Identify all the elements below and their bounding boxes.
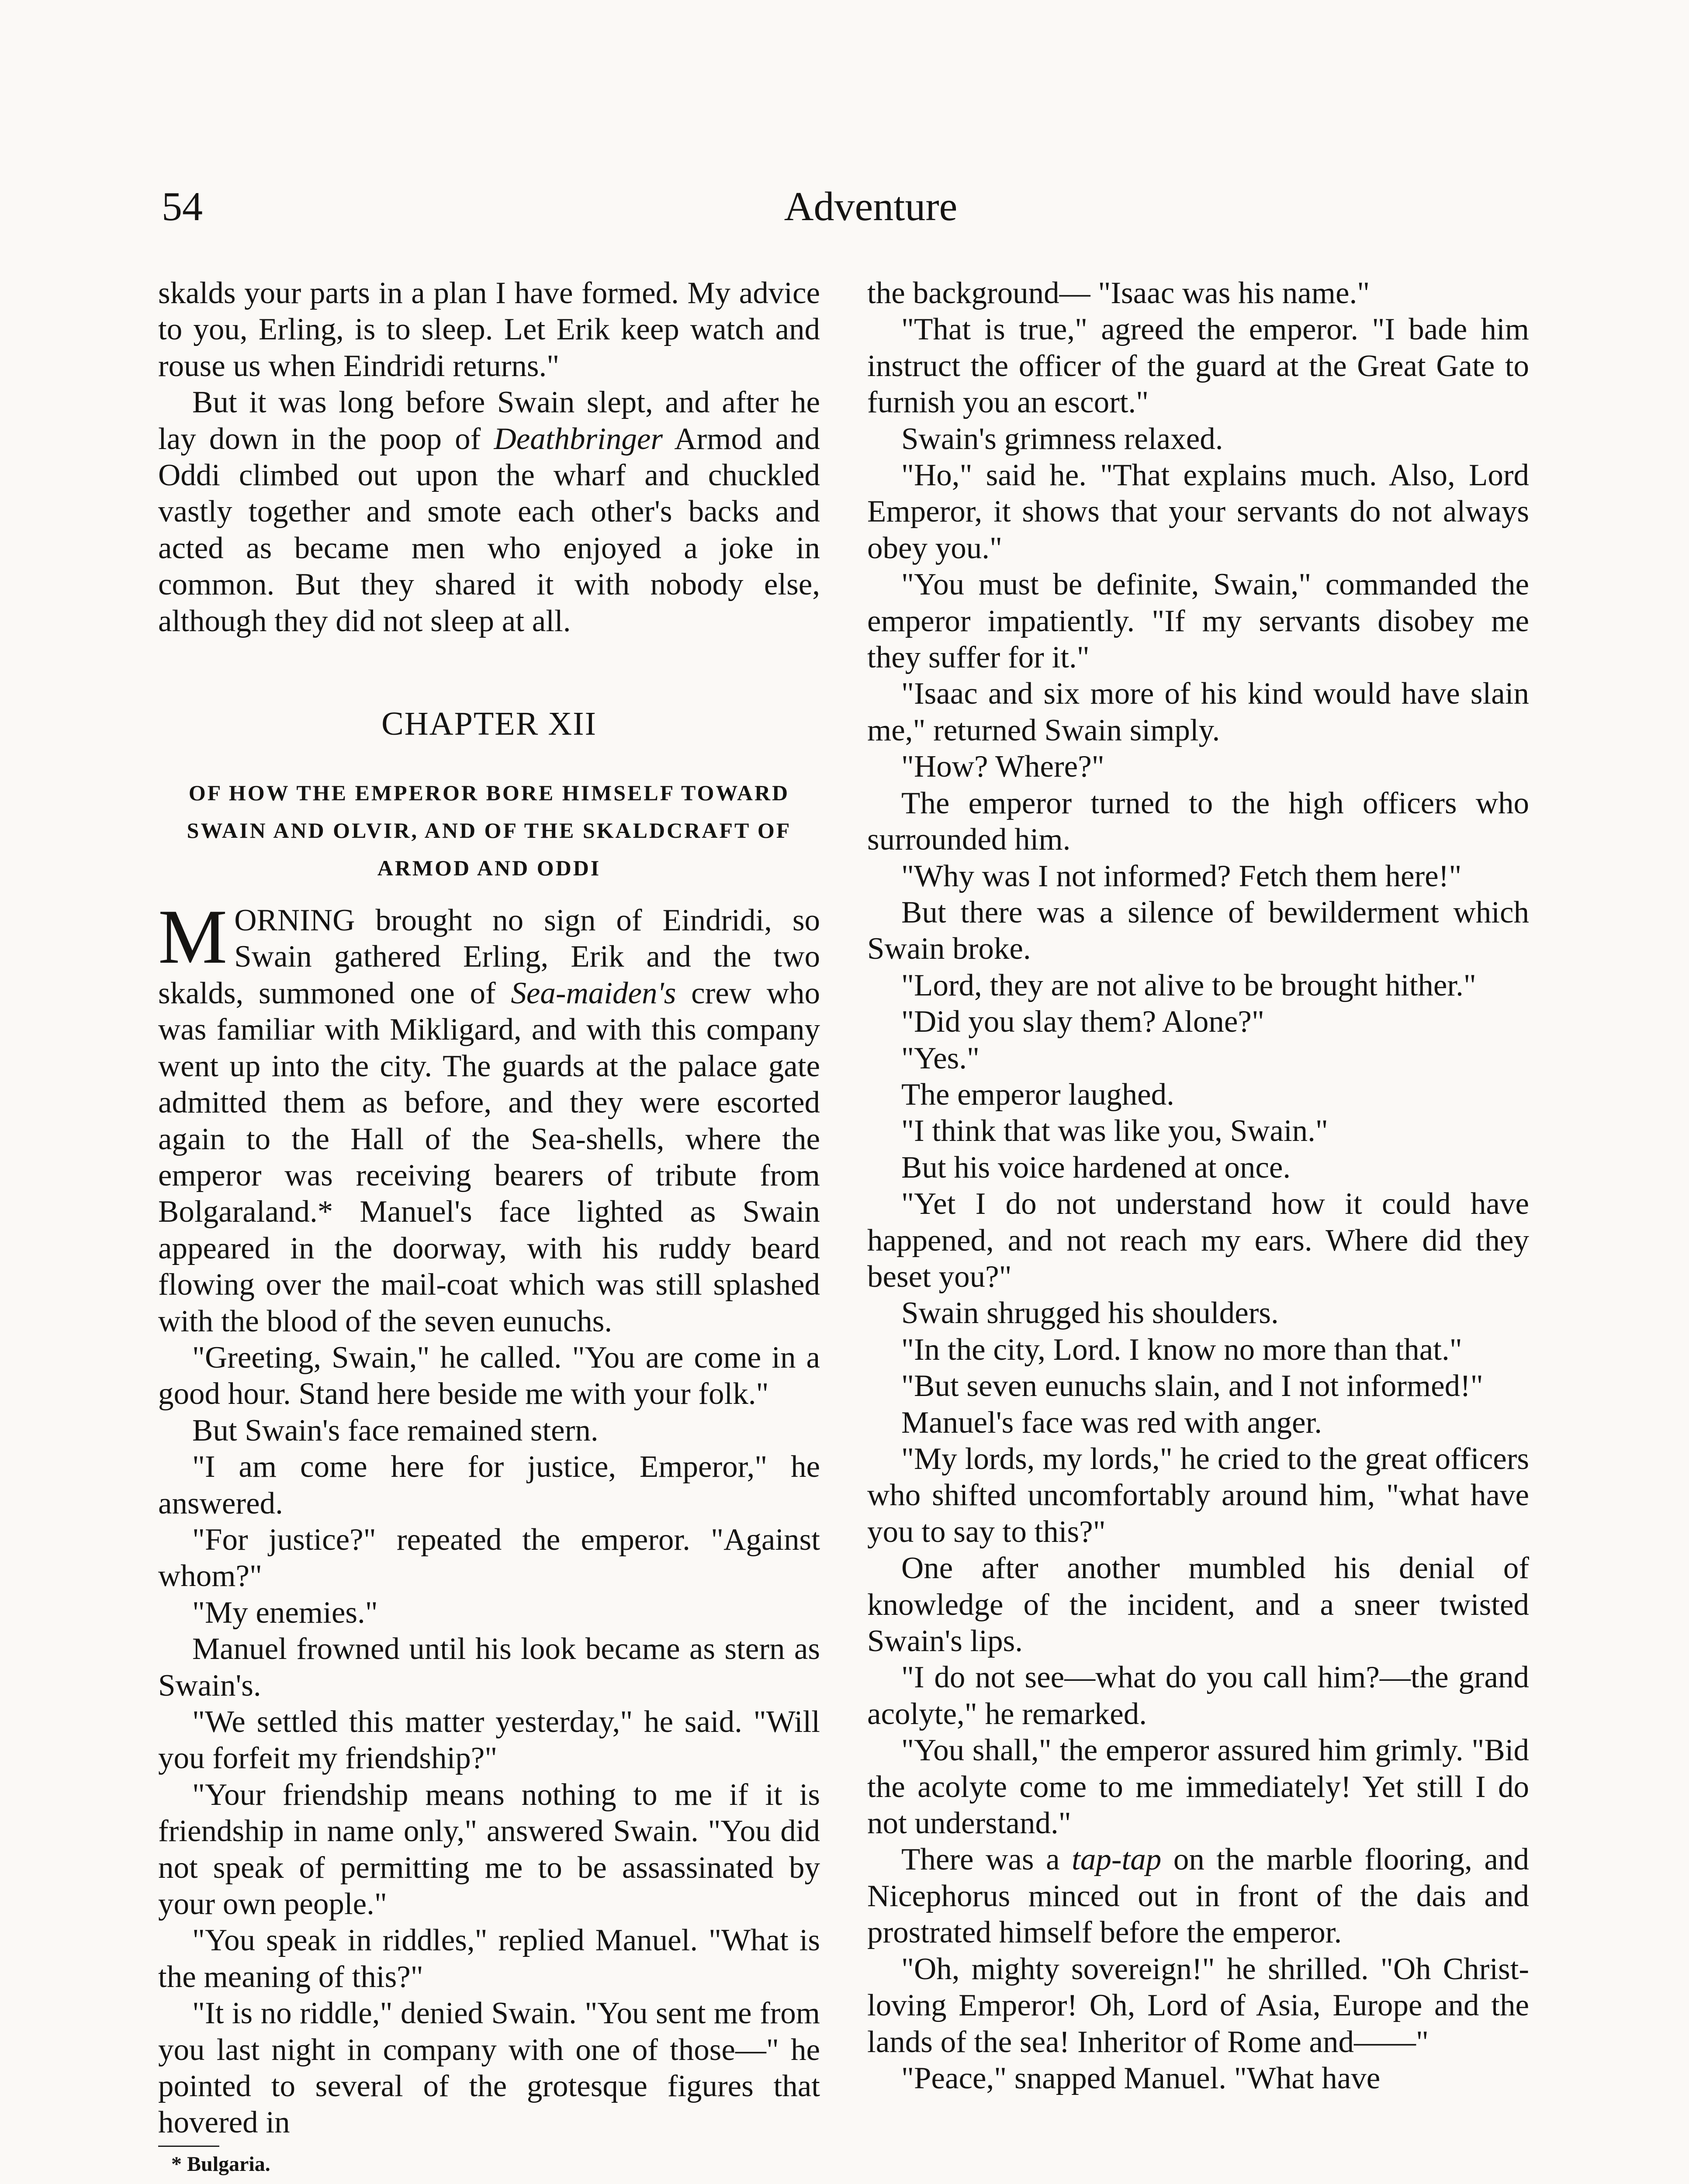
ship-name: Sea-maiden's xyxy=(511,976,676,1010)
chapter-subtitle: OF HOW THE EMPEROR BORE HIMSELF TOWARD SWAIN AND OLVIR, AND OF THE SKALDCRAFT OF ARMOD AND ODDI xyxy=(187,781,792,881)
paragraph: "In the city, Lord. I know no more than that." xyxy=(901,1332,1462,1367)
paragraph: "Did you slay them? Alone?" xyxy=(901,1005,1264,1039)
paragraph: "I do not see—what do you call him?—the grand acolyte," he remarked. xyxy=(867,1660,1529,1731)
paragraph: But it was long before Swain slept, and after he lay down in the poop of Deathbringer Armod and Oddi climbed out upon the wharf and chuckled vastly together and smote each other's backs and acted as became men who enjoyed a joke in common. But they shared it with nobody else, although they did not sleep at all. xyxy=(158,385,820,638)
running-title: Adventure xyxy=(784,184,958,229)
paragraph: "You must be definite, Swain," commanded the emperor impatiently. "If my servants disobey me they suffer for it." xyxy=(867,567,1529,675)
paragraph: Manuel frowned until his look became as stern as Swain's. xyxy=(158,1632,820,1703)
paragraph: Swain shrugged his shoulders. xyxy=(901,1296,1279,1330)
paragraph: "My enemies." xyxy=(192,1595,378,1630)
paragraph: "Your friendship means nothing to me if it is friendship in name only," answered Swain. "You did not speak of permitting me to be assassinated by your own people." xyxy=(158,1777,820,1921)
paragraph: "How? Where?" xyxy=(901,750,1104,784)
paragraph: "Oh, mighty sovereign!" he shrilled. "Oh Christ-loving Emperor! Oh, Lord of Asia, Europe and the lands of the sea! Inheritor of Rome and——" xyxy=(867,1952,1529,2059)
paragraph: The emperor turned to the high officers who surrounded him. xyxy=(867,786,1529,857)
paragraph: "Why was I not informed? Fetch them here!" xyxy=(901,859,1462,893)
paragraph: "But seven eunuchs slain, and I not informed!" xyxy=(901,1369,1483,1403)
paragraph: "You speak in riddles," replied Manuel. "What is the meaning of this?" xyxy=(158,1923,820,1994)
chapter-title: CHAPTER XII xyxy=(381,705,597,743)
paragraph: "Yet I do not understand how it could have happened, and not reach my ears. Where did they beset you?" xyxy=(867,1187,1529,1294)
left-column xyxy=(158,275,820,2177)
paragraph: One after another mumbled his denial of knowledge of the incident, and a sneer twisted Swain's lips. xyxy=(867,1551,1529,1659)
paragraph: "Ho," said he. "That explains much. Also, Lord Emperor, it shows that your servants do not always obey you." xyxy=(867,458,1529,565)
paragraph: "For justice?" repeated the emperor. "Against whom?" xyxy=(158,1522,820,1593)
paragraph: "That is true," agreed the emperor. "I bade him instruct the officer of the guard at the Great Gate to furnish you an escort." xyxy=(867,312,1529,420)
paragraph: "Peace," snapped Manuel. "What have xyxy=(901,2061,1381,2095)
paragraph: the background— "Isaac was his name." xyxy=(867,276,1370,310)
paragraph: MORNING brought no sign of Eindridi, so Swain gathered Erling, Erik and the two skalds, summoned one of Sea-maiden's crew who was familiar with Mikligard, and with this company went up into the city. The guards at the palace gate admitted them as before, and they were escorted again to the Hall of the Sea-shells, where the emperor was receiving bearers of tribute from Bolgaraland.* Manuel's face lighted as Swain appeared in the doorway, with his ruddy beard flowing over the mail-coat which was still splashed with the blood of the seven eunuchs. xyxy=(158,893,820,1338)
sound-effect: tap-tap xyxy=(1072,1842,1162,1877)
page-number: 54 xyxy=(162,184,203,229)
paragraph: There was a tap-tap on the marble flooring, and Nicephorus minced out in front of the dais and prostrated himself before the emperor. xyxy=(867,1842,1529,1950)
paragraph: Manuel's face was red with anger. xyxy=(901,1405,1322,1440)
footnote-rule xyxy=(158,2146,219,2147)
paragraph: But there was a silence of bewilderment which Swain broke. xyxy=(867,895,1529,966)
ship-name: Deathbringer xyxy=(494,422,663,456)
right-column xyxy=(867,275,1529,2097)
paragraph: "I think that was like you, Swain." xyxy=(901,1114,1328,1148)
page-header xyxy=(0,183,1689,239)
paragraph: "Lord, they are not alive to be brought hither." xyxy=(901,968,1476,1002)
paragraph: But his voice hardened at once. xyxy=(901,1150,1291,1185)
drop-cap: M xyxy=(158,893,228,980)
paragraph: "You shall," the emperor assured him grimly. "Bid the acolyte come to me immediately! Yet still I do not understand." xyxy=(867,1733,1529,1841)
paragraph: "Yes." xyxy=(901,1041,980,1075)
paragraph: The emperor laughed. xyxy=(901,1077,1174,1112)
footnote: * Bulgaria. xyxy=(171,2152,270,2176)
paragraph: "Greeting, Swain," he called. "You are come in a good hour. Stand here beside me with your folk." xyxy=(158,1340,820,1411)
paragraph: "Isaac and six more of his kind would have slain me," returned Swain simply. xyxy=(867,677,1529,747)
paragraph: "I am come here for justice, Emperor," he answered. xyxy=(158,1450,820,1521)
paragraph: Swain's grimness relaxed. xyxy=(901,422,1223,456)
paragraph: "My lords, my lords," he cried to the great officers who shifted uncomfortably around him, "what have you to say to this?" xyxy=(867,1442,1529,1549)
paragraph: skalds your parts in a plan I have formed. My advice to you, Erling, is to sleep. Let Erik keep watch and rouse us when Eindridi returns." xyxy=(158,276,820,383)
paragraph: But Swain's face remained stern. xyxy=(192,1413,599,1448)
paragraph: "We settled this matter yesterday," he said. "Will you forfeit my friendship?" xyxy=(158,1705,820,1776)
paragraph: "It is no riddle," denied Swain. "You sent me from you last night in company with one of those—" he pointed to several of the grotesque figures that hovered in xyxy=(158,1996,820,2140)
